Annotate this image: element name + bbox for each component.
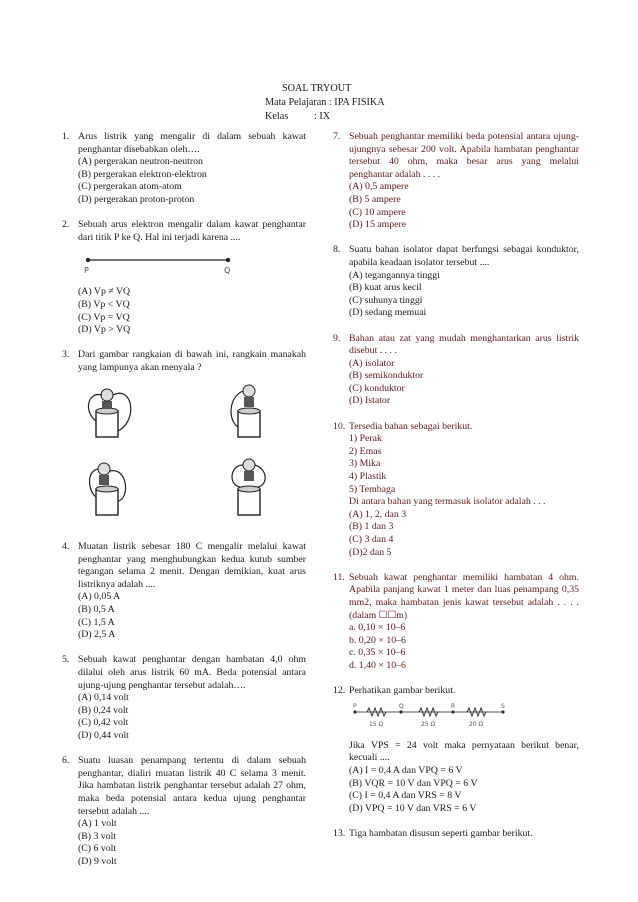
label-p: P [353, 702, 357, 710]
question-stem: Muatan listrik sebesar 180 C mengalir melalui kawat penghantar yang menghubungkan kedua kutub sumber tegangan selama 2 menit. Dengan demikian, kuat arus listriknya adalah .... [78, 541, 306, 590]
option: (A) I = 0,4 A dan VPQ = 6 V [349, 764, 463, 776]
option: (A) 1, 2, dan 3 [349, 508, 407, 520]
option: (C) 0,42 volt [78, 717, 129, 729]
question-stem: Suatu bahan isolator dapat berfungsi sebagai konduktor, apabila keadaan isolator tersebut .... [349, 244, 579, 268]
resistor-series-figure [349, 702, 579, 734]
option: (C) Vp = VQ [78, 311, 130, 323]
question-number: 2. [62, 219, 70, 231]
question-stem: Dari gambar rangkaian di bawah ini, rangkain manakah yang lampunya akan menyala ? [78, 349, 306, 373]
option: c. 0,35 × 10–6 [349, 647, 406, 659]
circuit-d [232, 459, 265, 515]
option: (A) tegangannya tinggi [349, 269, 440, 281]
question-stem: Arus listrik yang mengalir di dalam sebuah kawat penghantar disebabkan oleh…. [78, 131, 306, 155]
option: (B) VQR = 10 V dan VPQ = 6 V [349, 777, 478, 789]
question-5 [62, 654, 306, 742]
resistor-2-value: 25 Ω [421, 720, 436, 728]
question-12 [333, 685, 579, 815]
class-value: : IX [314, 111, 331, 122]
class-label: Kelas [265, 111, 289, 122]
option: (B) pergerakan elektron-elektron [78, 168, 207, 180]
question-4 [62, 541, 306, 642]
question-condition: Jika VPS = 24 volt maka pernyataan berikut benar, kecuali .... [349, 739, 579, 764]
option: (B) 0,24 volt [78, 704, 129, 716]
question-stem: Sebuah kawat penghantar dengan hambatan 4,0 ohm dilalui oleh arus listrik 60 mA. Beda potensial antara ujung-ujung penghantar tersebut adalah…. [78, 654, 306, 691]
question-10 [333, 421, 579, 560]
option: (D) VPQ = 10 V dan VRS = 6 V [349, 802, 477, 814]
option: (B) 5 ampere [349, 193, 401, 205]
option: (A) isolator [349, 357, 395, 369]
option: (C) 1,5 A [78, 616, 115, 628]
option: (D) 15 ampere [349, 219, 407, 231]
question-stem: Tersedia bahan sebagai berikut. [349, 420, 473, 432]
option: 1) Perak [349, 433, 382, 445]
option: (D) 0,44 volt [78, 730, 129, 741]
option: b. 0,20 × 10–6 [349, 634, 406, 646]
question-number: 9. [333, 332, 341, 344]
question-8 [333, 244, 579, 320]
question-3 [62, 349, 306, 528]
option: (C) pergerakan atom-atom [78, 181, 182, 193]
question-number: 10. [333, 420, 346, 432]
document-title: SOAL TRYOUT [282, 83, 352, 94]
option: (D) 9 volt [78, 855, 117, 867]
option: (A) 0,5 ampere [349, 181, 409, 193]
resistor-3-value: 20 Ω [469, 720, 484, 728]
label-q: Q [224, 266, 231, 276]
option: (A) 0,05 A [78, 591, 121, 603]
question-number: 4. [62, 541, 70, 553]
bulb-circuits-figure [78, 381, 306, 529]
circuit-b [231, 385, 260, 437]
option: 5) Tembaga [349, 483, 396, 495]
question-number: 12. [333, 685, 346, 697]
option: (B) 3 volt [78, 830, 117, 842]
question-stem: Suatu luasan penampang tertentu di dalam sebuah penghantar, dialiri muatan listrik 40 C selama 3 menit. Jika hambatan listrik penghantar tersebut adalah 27 ohm, maka beda potensial antara kedua ujung penghantar tersebut adalah .... [78, 755, 306, 817]
resistor-1-value: 15 Ω [369, 720, 384, 728]
option: (D) 2,5 A [78, 629, 116, 641]
question-stem: Bahan atau zat yang mudah menghantarkan arus listrik disebut . . . . [349, 332, 579, 357]
circuit-a [88, 389, 130, 437]
option: (B) kuat arus kecil [349, 282, 422, 294]
left-column [62, 131, 306, 881]
question-number: 5. [62, 654, 70, 666]
option: (C) suhunya tinggi [349, 294, 423, 306]
option: a. 0,10 × 10–6 [349, 622, 406, 634]
label-p: P [84, 266, 89, 276]
question-stem: Tiga hambatan disusun seperti gambar berikut. [349, 827, 533, 839]
question-stem: Sebuah arus elektron mengalir dalam kawat penghantar dari titik P ke Q. Hal ini terjadi karena .... [78, 219, 306, 243]
option: d. 1,40 × 10–6 [349, 659, 406, 671]
right-column [333, 131, 579, 853]
option: (D) sedang memuai [349, 307, 427, 319]
option: (A) 1 volt [78, 818, 117, 830]
question-7 [333, 131, 579, 232]
question-number: 7. [333, 131, 341, 142]
circuit-c [90, 463, 126, 515]
question-number: 8. [333, 244, 341, 256]
label-s: S [501, 702, 505, 710]
option: (B) Vp < VQ [78, 298, 130, 310]
option: (D) Istator [349, 395, 391, 407]
option: (C) I = 0,4 A dan VRS = 8 V [349, 790, 462, 802]
option: (A) 0,14 volt [78, 692, 129, 704]
option: (B) 0,5 A [78, 604, 115, 616]
question-1 [62, 131, 306, 207]
question-stem: Perhatikan gambar berikut. [349, 685, 456, 697]
question-number: 1. [62, 131, 70, 142]
question-number: 6. [62, 755, 70, 767]
question-stem: Sebuah penghantar memiliki beda potensial antara ujung-ujungnya sebesar 200 volt. Apabila hambatan penghantar tersebut 40 ohm, maka besar arus yang melalui penghantar adalah . . . . [349, 131, 579, 180]
question-number: 11. [333, 571, 345, 583]
question-number: 3. [62, 349, 70, 361]
wire-figure [78, 252, 306, 278]
option: (D)2 dan 5 [349, 546, 392, 558]
label-r: R [451, 702, 456, 710]
option: 2) Emas [349, 445, 382, 457]
question-number: 13. [333, 827, 346, 839]
option: (A) pergerakan neutron-neutron [78, 156, 203, 168]
question-11 [333, 572, 579, 673]
option: (B) semikonduktor [349, 370, 424, 382]
question-6 [62, 755, 306, 868]
question-9 [333, 333, 579, 409]
class-line [265, 110, 331, 124]
question-stem: Sebuah kawat penghantar memiliki hambatan 4 ohm. Apabila panjang kawat 1 meter dan luas penampang 0,35 mm2, maka hambatan jenis kawat tersebut adalah . . . . (dalam ☐☐m) [349, 571, 579, 621]
option: (B) 1 dan 3 [349, 521, 394, 533]
subject-line: Mata Pelajaran : IPA FISIKA [265, 97, 385, 108]
question-2 [62, 219, 306, 337]
label-q: Q [399, 702, 404, 710]
option: (D) pergerakan proton-proton [78, 193, 195, 205]
option: (C) 3 dan 4 [349, 534, 394, 545]
question-13 [333, 828, 579, 841]
option: 4) Plastik [349, 471, 387, 483]
option: (C) 6 volt [78, 843, 117, 855]
option: (C) 10 ampere [349, 206, 406, 218]
option: Di antara bahan yang termasuk isolator adalah . . . [349, 496, 546, 508]
option: (C) konduktor [349, 382, 405, 394]
option: (A) Vp ≠ VQ [78, 286, 131, 298]
option: 3) Mika [349, 458, 381, 470]
option: (D) Vp > VQ [78, 324, 131, 336]
